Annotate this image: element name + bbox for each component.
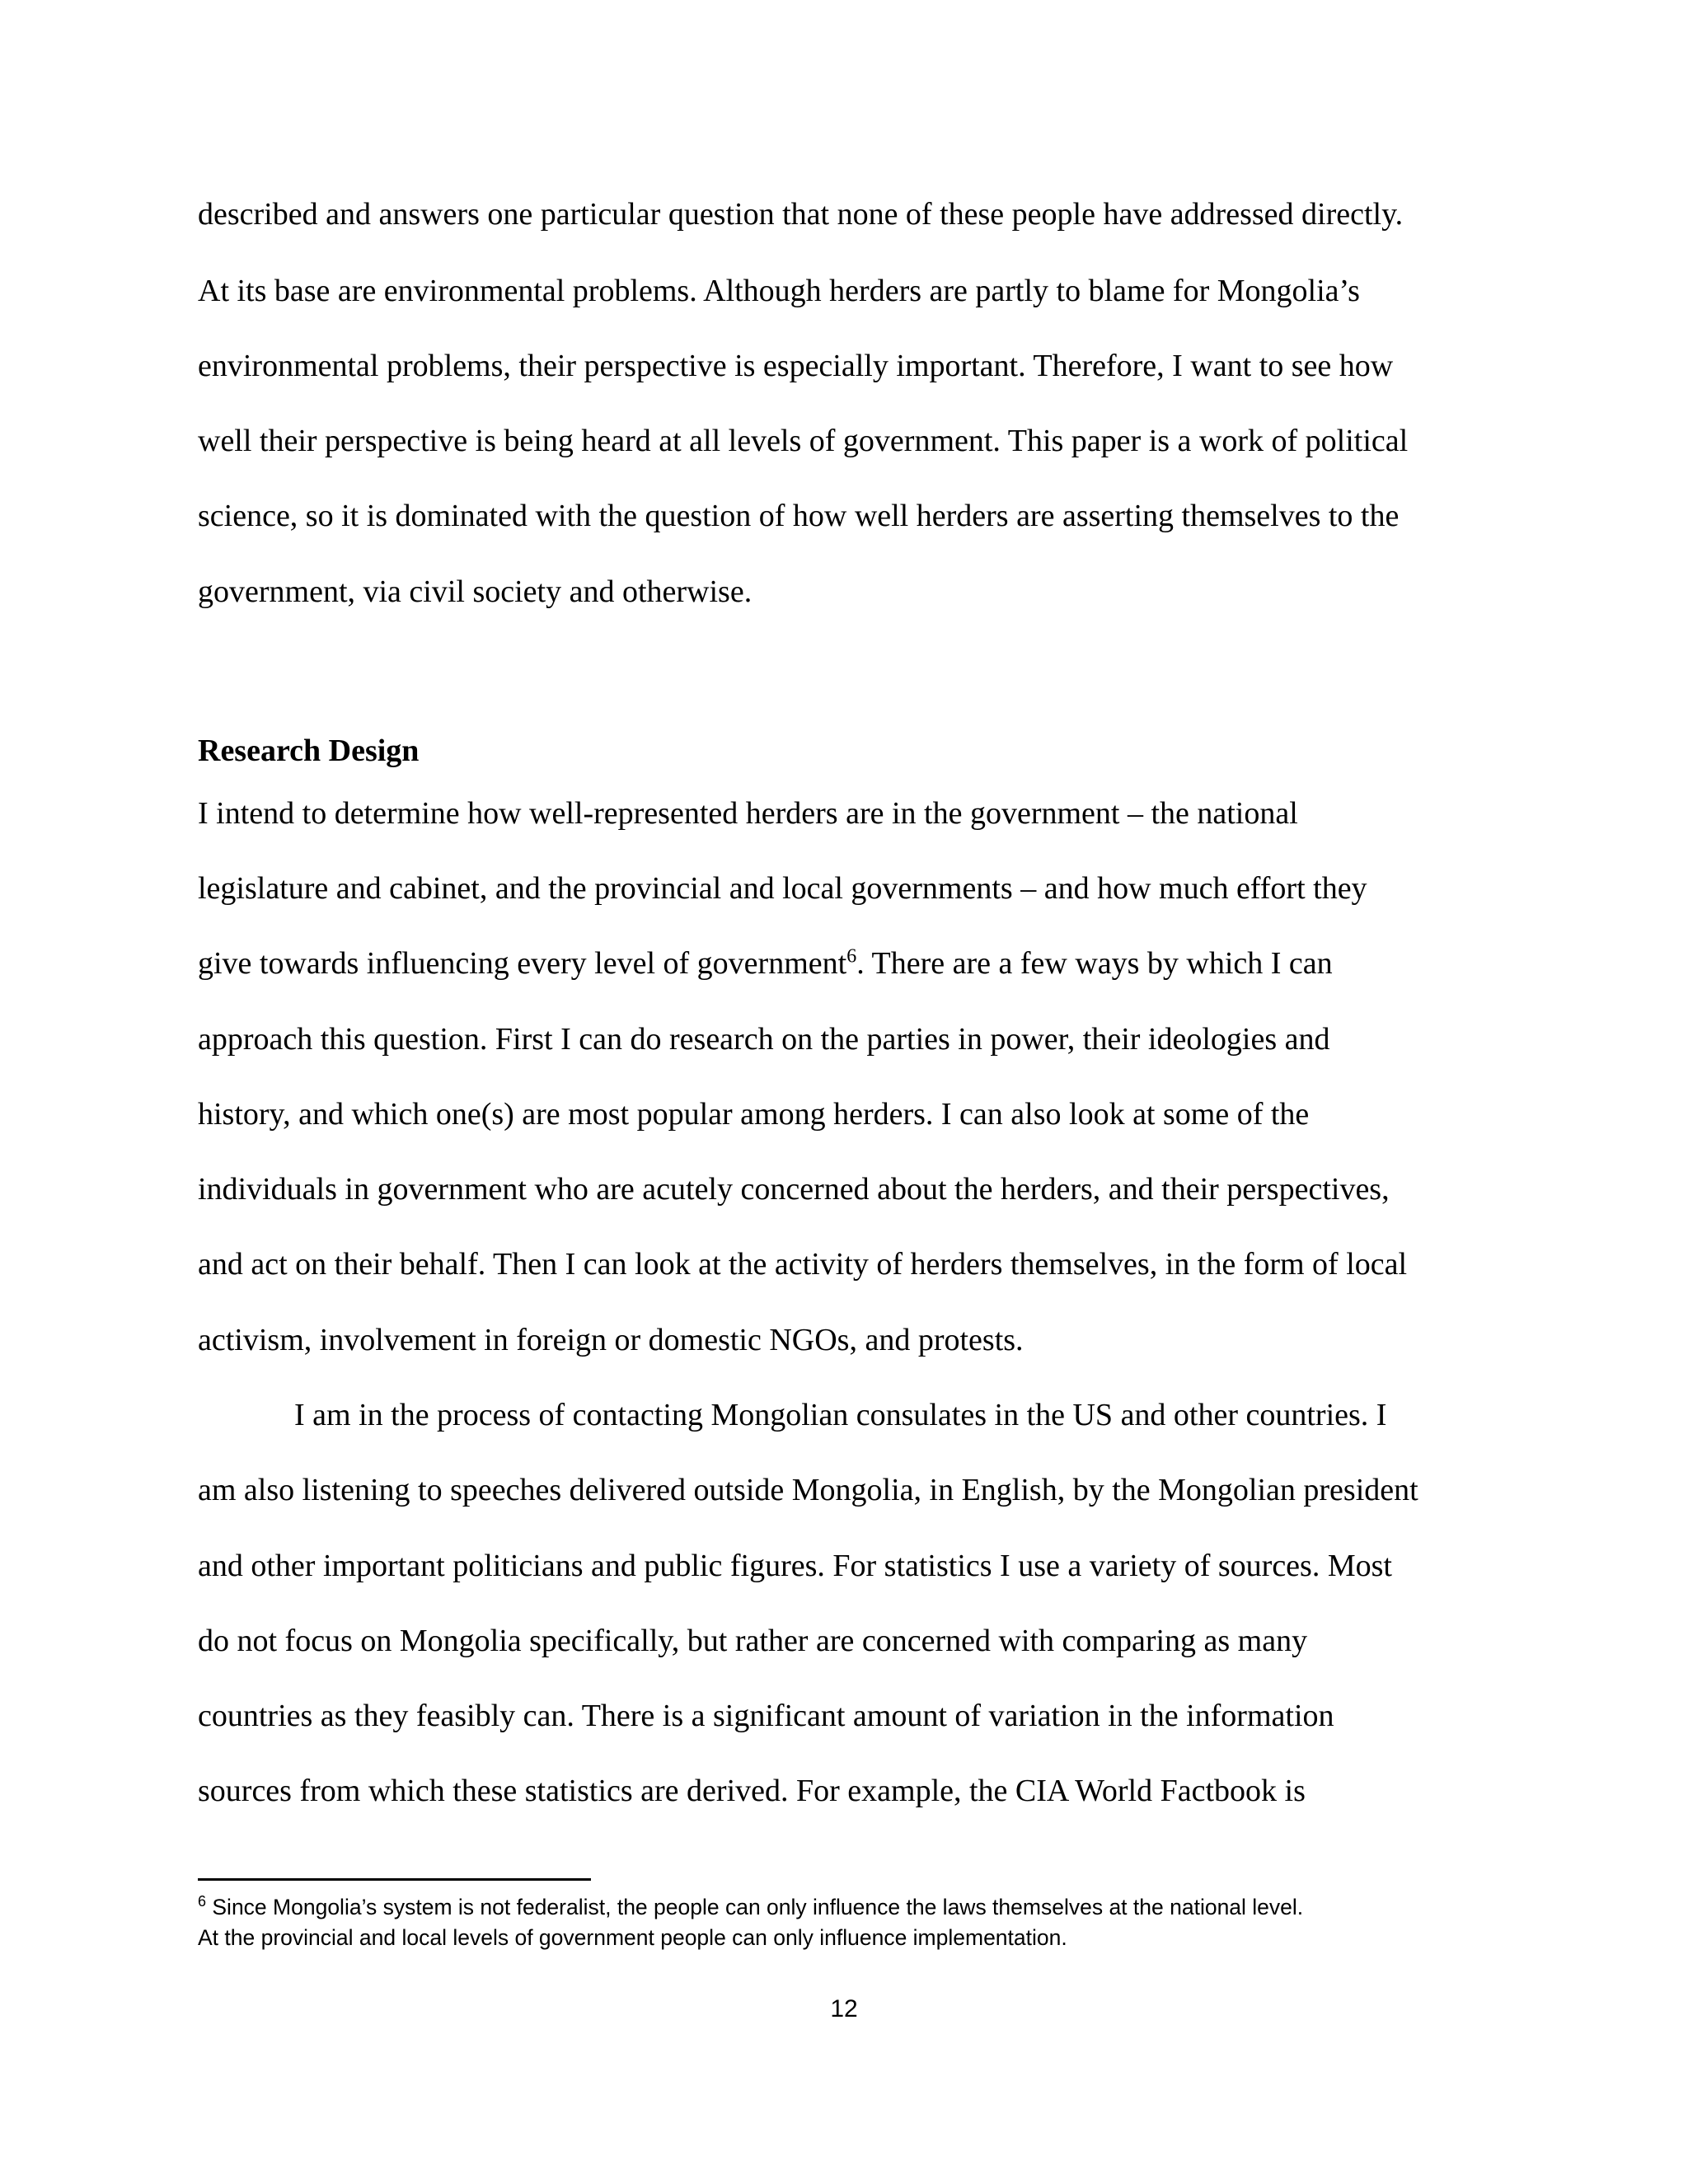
body-text-line: history, and which one(s) are most popular among herders. I can also look at some of the (198, 1097, 1310, 1132)
footnote-line: At the provincial and local levels of government people can only influence implementation. (198, 1925, 1067, 1950)
body-text-line: and act on their behalf. Then I can look at the activity of herders themselves, in the form of local (198, 1247, 1408, 1282)
section-heading: Research Design (198, 733, 420, 768)
body-text-line (198, 944, 1484, 982)
body-text-line: At its base are environmental problems. Although herders are partly to blame for Mongolia’s (198, 274, 1360, 308)
footnote-separator (198, 1878, 591, 1881)
body-text-line: and other important politicians and public figures. For statistics I use a variety of sources. Most (198, 1549, 1392, 1583)
body-text-line: I intend to determine how well-represented herders are in the government – the national (198, 796, 1298, 831)
body-text-line: approach this question. First I can do research on the parties in power, their ideologies and (198, 1022, 1330, 1057)
footnote-marker: 6 (198, 1893, 207, 1910)
footnote-line (198, 1894, 1500, 1920)
body-text-line: government, via civil society and otherwise. (198, 574, 753, 609)
body-text-line: environmental problems, their perspective is especially important. Therefore, I want to see how (198, 349, 1394, 383)
body-text-line: activism, involvement in foreign or domestic NGOs, and protests. (198, 1323, 1024, 1357)
body-text-line: I am in the process of contacting Mongolian consulates in the US and other countries. I (294, 1398, 1387, 1432)
body-text-line: science, so it is dominated with the question of how well herders are asserting themselves to the (198, 499, 1400, 533)
body-text-line: countries as they feasibly can. There is a significant amount of variation in the information (198, 1699, 1334, 1733)
body-text-line: well their perspective is being heard at all levels of government. This paper is a work of political (198, 424, 1409, 458)
footnote-reference[interactable]: 6 (846, 945, 857, 968)
body-text-line: am also listening to speeches delivered outside Mongolia, in English, by the Mongolian president (198, 1473, 1418, 1507)
body-text-line: do not focus on Mongolia specifically, but rather are concerned with comparing as many (198, 1624, 1308, 1658)
body-text-line: individuals in government who are acutely concerned about the herders, and their perspectives, (198, 1172, 1390, 1207)
body-text-segment: give towards influencing every level of government (198, 946, 847, 981)
page-number: 12 (830, 1995, 858, 2022)
footnote-text: Since Mongolia’s system is not federalist, the people can only influence the laws themselves at the national level. (206, 1895, 1304, 1919)
body-text-line: sources from which these statistics are derived. For example, the CIA World Factbook is (198, 1774, 1306, 1808)
body-text-line: described and answers one particular question that none of these people have addressed directly. (198, 197, 1404, 232)
body-text-segment: . There are a few ways by which I can (856, 946, 1333, 981)
body-text-line: legislature and cabinet, and the provincial and local governments – and how much effort they (198, 871, 1367, 906)
